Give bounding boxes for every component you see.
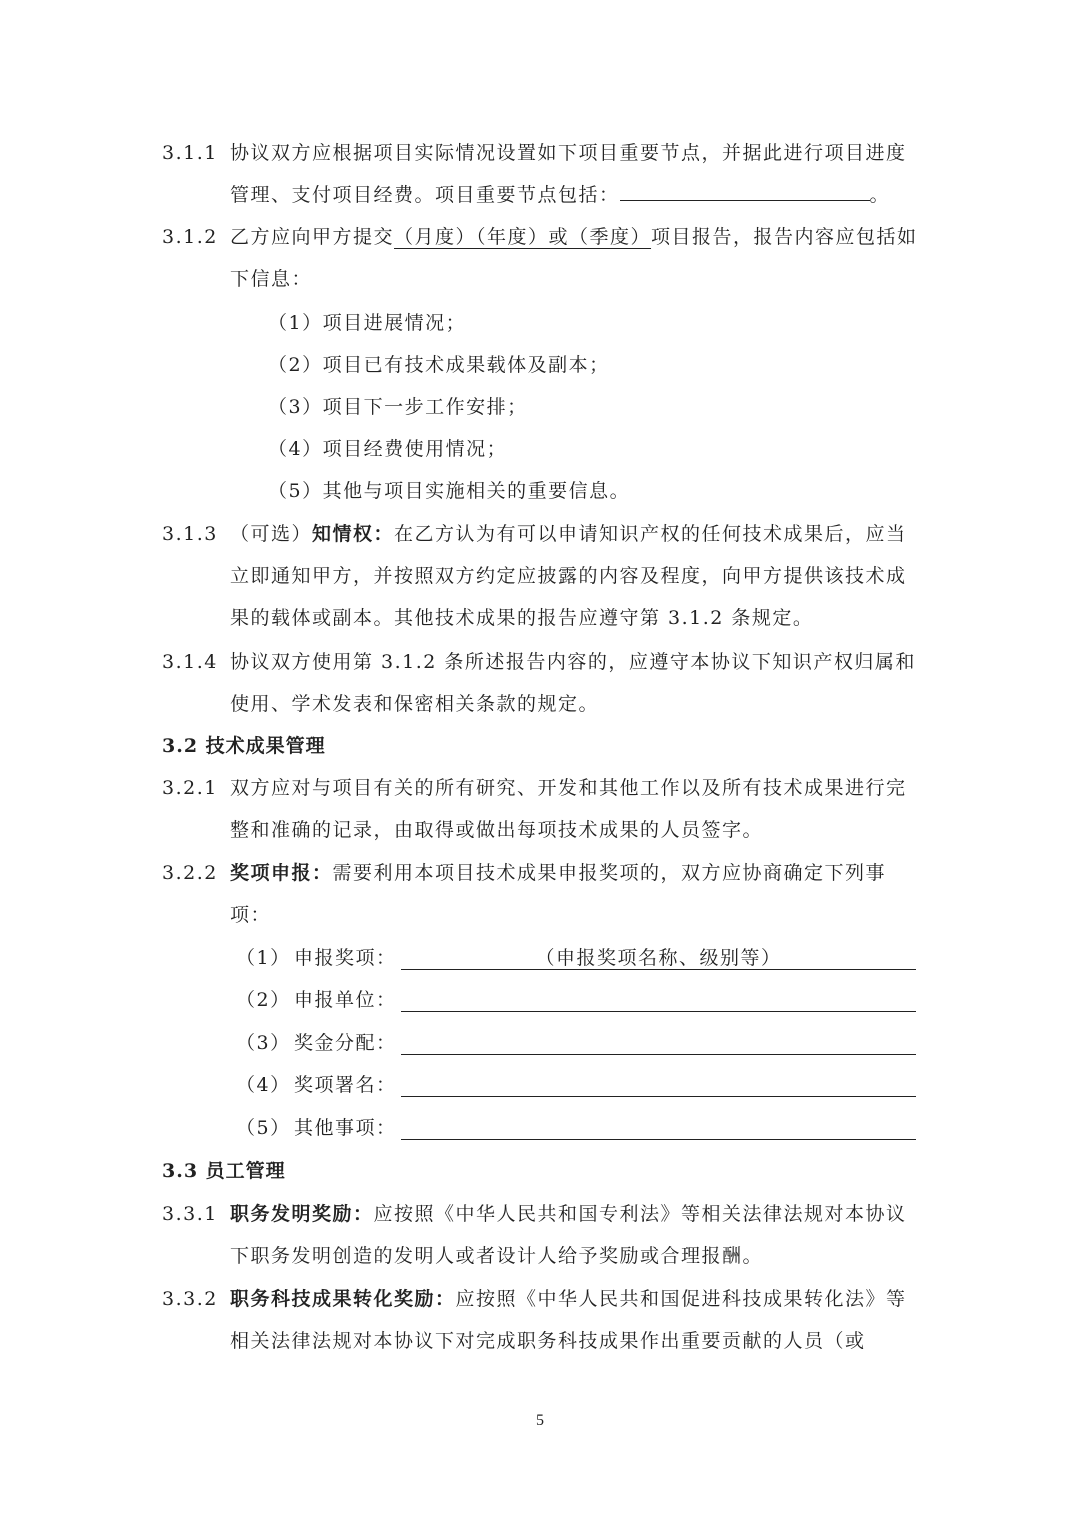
list-item: （4）项目经费使用情况；	[268, 438, 508, 460]
fill-in-line	[401, 1054, 916, 1055]
fill-in-line	[401, 1139, 916, 1140]
row-number: （2）	[236, 989, 291, 1011]
field-label: 申报单位：	[294, 989, 397, 1011]
clause-number: 3.1.1	[162, 142, 218, 164]
field-label: 申报奖项：	[294, 947, 397, 969]
fill-in-line	[401, 969, 916, 970]
clause-end: 。	[869, 184, 891, 206]
list-item: （2）项目已有技术成果载体及副本；	[268, 354, 610, 376]
clause-number: 3.1.4	[162, 651, 218, 673]
page-number: 5	[536, 1412, 544, 1429]
field-label: 奖金分配：	[294, 1032, 397, 1054]
list-item: （1）项目进展情况；	[268, 312, 467, 334]
clause-3-1-4	[162, 641, 918, 725]
clause-number: 3.3.1	[162, 1203, 218, 1225]
clause-3-2-1	[162, 767, 918, 851]
report-frequency-options: （月度）（年度）或（季度）	[394, 226, 652, 248]
field-label: 其他事项：	[294, 1117, 397, 1139]
clause-text: 在乙方认为有可以申请知识产权的任何技术成果后，应当立即通知甲方，并按照双方约定应披露的内容及程度，向甲方提供该技术成果的载体或副本。其他技术成果的报告应遵守第 3.1.2 条规定。	[230, 523, 907, 629]
field-value: （申报奖项名称、级别等）	[535, 947, 782, 969]
clause-3-1-2	[162, 216, 918, 300]
list-item: （3）项目下一步工作安排；	[268, 396, 528, 418]
section-heading-3-2: 3.2 技术成果管理	[162, 735, 326, 757]
row-number: （5）	[236, 1117, 291, 1139]
clause-number: 3.2.1	[162, 777, 218, 799]
clause-heading: 知情权：	[312, 523, 395, 545]
clause-text: 协议双方应根据项目实际情况设置如下项目重要节点，并据此进行项目进度管理、支付项目经费。项目重要节点包括：	[230, 142, 907, 206]
clause-heading: 奖项申报：	[230, 862, 333, 884]
clause-number: 3.2.2	[162, 862, 218, 884]
clause-3-2-2	[162, 852, 918, 936]
clause-heading: 职务科技成果转化奖励：	[230, 1288, 456, 1310]
clause-text: 应按照《中华人民共和国促进科技成果转化法》等相关法律法规对本协议下对完成职务科技成果作出重要贡献的人员（或	[230, 1288, 907, 1352]
clause-number: 3.3.2	[162, 1288, 218, 1310]
clause-number: 3.1.3	[162, 523, 218, 545]
fill-in-line	[401, 1011, 916, 1012]
clause-text: 双方应对与项目有关的所有研究、开发和其他工作以及所有技术成果进行完整和准确的记录，由取得或做出每项技术成果的人员签字。	[230, 777, 907, 841]
list-item: （5）其他与项目实施相关的重要信息。	[268, 480, 631, 502]
clause-text: 需要利用本项目技术成果申报奖项的，双方应协商确定下列事项：	[230, 862, 887, 926]
blank-line	[620, 199, 870, 201]
clause-text: 应按照《中华人民共和国专利法》等相关法律法规对本协议下职务发明创造的发明人或者设计人给予奖励或合理报酬。	[230, 1203, 907, 1267]
clause-3-3-1	[162, 1193, 918, 1277]
clause-number: 3.1.2	[162, 226, 218, 248]
clause-text-cont: 项目报告，报告内容应包括如下信息：	[230, 226, 918, 290]
fill-in-line	[401, 1096, 916, 1097]
clause-3-1-3	[162, 513, 918, 639]
optional-prefix: （可选）	[230, 523, 313, 545]
clause-3-1-1	[162, 132, 918, 216]
row-number: （1）	[236, 947, 291, 969]
clause-text: 协议双方使用第 3.1.2 条所述报告内容的，应遵守本协议下知识产权归属和使用、学术发表和保密相关条款的规定。	[230, 651, 916, 715]
clause-heading: 职务发明奖励：	[230, 1203, 374, 1225]
field-label: 奖项署名：	[294, 1074, 397, 1096]
section-heading-3-3: 3.3 员工管理	[162, 1160, 286, 1182]
row-number: （4）	[236, 1074, 291, 1096]
clause-3-3-2	[162, 1278, 918, 1362]
clause-text: 乙方应向甲方提交	[230, 226, 395, 248]
row-number: （3）	[236, 1032, 291, 1054]
